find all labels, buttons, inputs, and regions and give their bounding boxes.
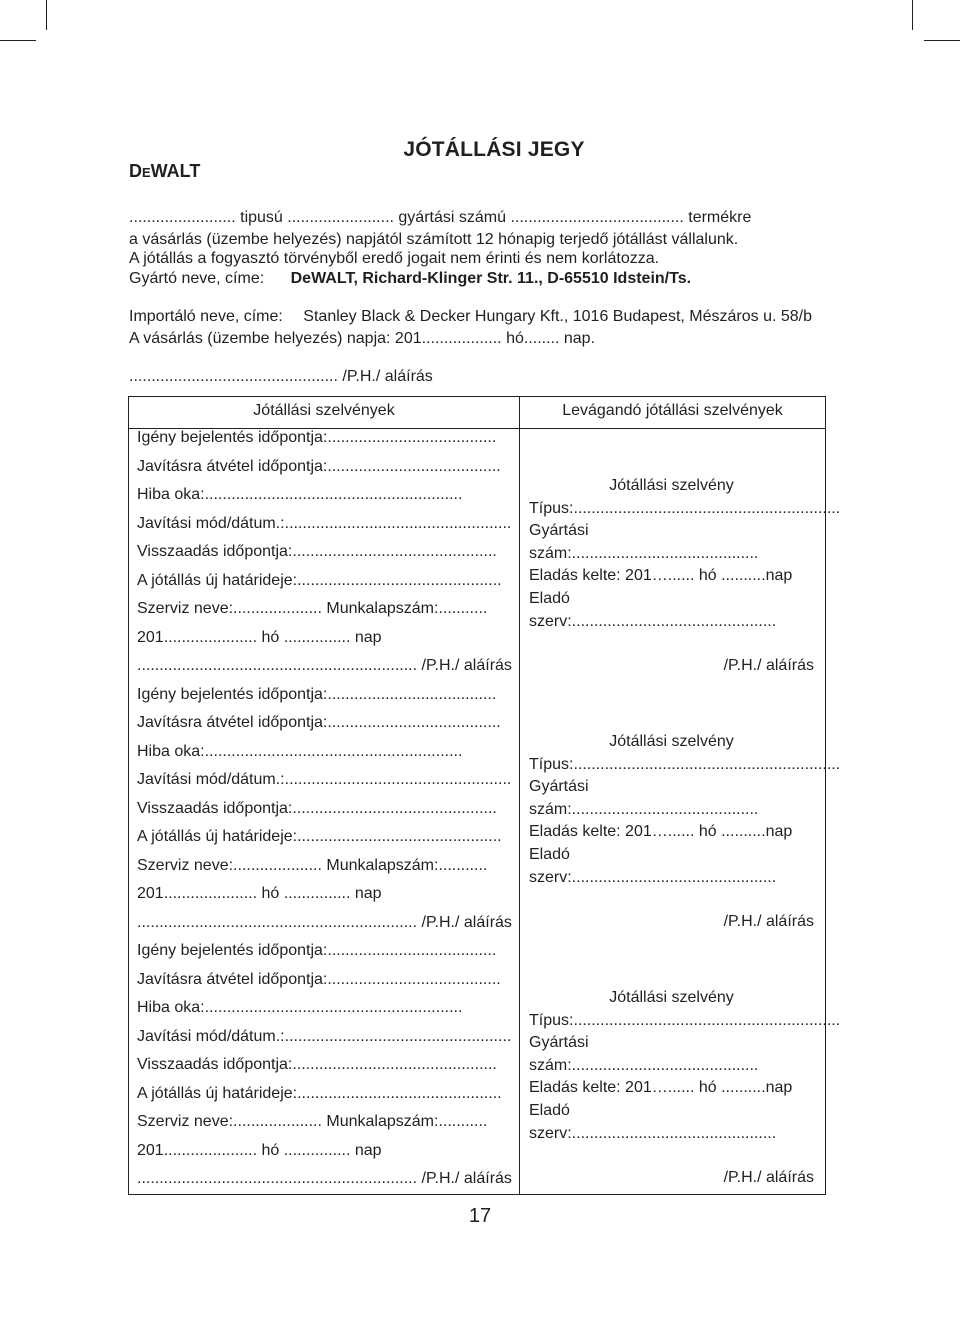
coupon-row: Hiba oka:.......................................................... <box>137 999 463 1016</box>
stub-type: Típus:............................................................ <box>529 755 841 773</box>
manufacturer-label: Gyártó neve, címe: <box>129 270 265 287</box>
coupon-row: 201..................... hó ............... nap <box>137 628 382 646</box>
stub-seller: Eladó szerv:.............................................. <box>529 589 777 630</box>
coupon-row: Hiba oka:.......................................................... <box>137 486 463 503</box>
stub-title: Jótállási szelvény <box>609 733 734 750</box>
manufacturer-value: DeWALT, Richard-Klinger Str. 11., D-65510 Idstein/Ts. <box>290 270 692 287</box>
crop-mark <box>0 40 36 41</box>
coupon-row: Szerviz neve:.................... Munkalapszám:........... <box>137 856 488 874</box>
importer-value: Stanley Black & Decker Hungary Kft., 1016 Budapest, Mészáros u. 58/b <box>303 308 813 325</box>
coupon-row: Szerviz neve:.................... Munkalapszám:........... <box>137 600 488 617</box>
coupon-row: Javítási mód/dátum.:................................................... <box>137 514 512 532</box>
stub-sale-date: Eladás kelte: 201…...... hó ..........nap <box>529 1079 793 1097</box>
stub-signature: /P.H./ aláírás <box>723 913 814 931</box>
stub-signature: /P.H./ aláírás <box>723 657 814 675</box>
coupon-row: Igény bejelentés időpontja:...................................... <box>137 429 497 446</box>
page-title: JÓTÁLLÁSI JEGY <box>403 138 585 161</box>
coupon-row: Visszaadás időpontja:.............................................. <box>137 1056 497 1073</box>
page-number: 17 <box>468 1205 492 1227</box>
crop-mark <box>912 0 913 30</box>
coupon-row: A jótállás új határideje:.............................................. <box>137 571 502 589</box>
warranty-stub <box>529 475 841 678</box>
importer-label: Importáló neve, címe: <box>129 308 283 325</box>
coupon-row: Visszaadás időpontja:.............................................. <box>137 799 497 817</box>
signature-line: ............................................... /P.H./ aláírás <box>129 368 433 385</box>
coupon-row: Igény bejelentés időpontja:...................................... <box>137 942 497 959</box>
intro-line-1: ........................ tipusú ........................ gyártási számú ....................................... termékre <box>129 209 752 226</box>
importer-row <box>129 307 812 327</box>
coupon-row: A jótállás új határideje:.............................................. <box>137 1084 502 1102</box>
coupon-row: Szerviz neve:.................... Munkalapszám:........... <box>137 1113 488 1130</box>
purchase-date-line: A vásárlás (üzembe helyezés) napja: 201.................. hó........ nap. <box>129 330 596 347</box>
brand-logo-text: DEWALT <box>129 161 201 181</box>
crop-mark <box>924 40 960 41</box>
coupon-row: Javítási mód/dátum.:................................................... <box>137 771 512 788</box>
right-column-header: Levágandó jótállási szelvények <box>562 402 783 419</box>
stub-title: Jótállási szelvény <box>609 477 734 494</box>
stub-sale-date: Eladás kelte: 201…...... hó ..........nap <box>529 567 793 585</box>
left-column-header: Jótállási szelvények <box>253 402 395 419</box>
stub-seller: Eladó szerv:.............................................. <box>529 1101 777 1142</box>
column-divider <box>519 397 520 1194</box>
stub-type: Típus:............................................................ <box>529 499 841 517</box>
intro-line-2: a vásárlás (üzembe helyezés) napjától számított 12 hónapig terjedő jótállást vállalunk. <box>129 231 739 248</box>
stub-seller: Eladó szerv:.............................................. <box>529 845 777 886</box>
coupon-row: A jótállás új határideje:.............................................. <box>137 828 502 845</box>
coupon-row: 201..................... hó ............... nap <box>137 1141 382 1159</box>
intro-line-3: A jótállás a fogyasztó törvényből eredő jogait nem érinti és nem korlátozza. <box>129 250 660 267</box>
coupon-row: ............................................................... /P.H./ aláírás <box>137 1170 512 1187</box>
warranty-stub <box>529 731 841 934</box>
coupon-row: Igény bejelentés időpontja:...................................... <box>137 685 497 703</box>
stub-serial: Gyártási szám:.......................................... <box>529 778 759 818</box>
coupon-row: Javításra átvétel időpontja:....................................... <box>137 970 501 988</box>
stub-serial: Gyártási szám:.......................................... <box>529 522 759 562</box>
warranty-coupon-table <box>128 396 841 1195</box>
coupon-row: ............................................................... /P.H./ aláírás <box>137 913 512 931</box>
coupon-row: Visszaadás időpontja:.............................................. <box>137 543 497 560</box>
coupon-row: Javításra átvétel időpontja:....................................... <box>137 457 501 475</box>
coupon-row: 201..................... hó ............... nap <box>137 885 382 902</box>
stub-signature: /P.H./ aláírás <box>723 1169 814 1187</box>
manufacturer-row <box>129 269 691 289</box>
stub-sale-date: Eladás kelte: 201…...... hó ..........nap <box>529 823 793 841</box>
warranty-stub <box>529 987 841 1190</box>
coupon-row: Javítási mód/dátum.:................................................... <box>137 1027 512 1045</box>
coupon-row: Javításra átvétel időpontja:....................................... <box>137 714 501 731</box>
stub-title: Jótállási szelvény <box>609 989 734 1006</box>
stub-serial: Gyártási szám:.......................................... <box>529 1034 759 1074</box>
coupon-row: Hiba oka:.......................................................... <box>137 742 463 760</box>
crop-mark <box>46 0 47 30</box>
stub-type: Típus:............................................................ <box>529 1011 841 1029</box>
coupon-row: ............................................................... /P.H./ aláírás <box>137 657 512 674</box>
